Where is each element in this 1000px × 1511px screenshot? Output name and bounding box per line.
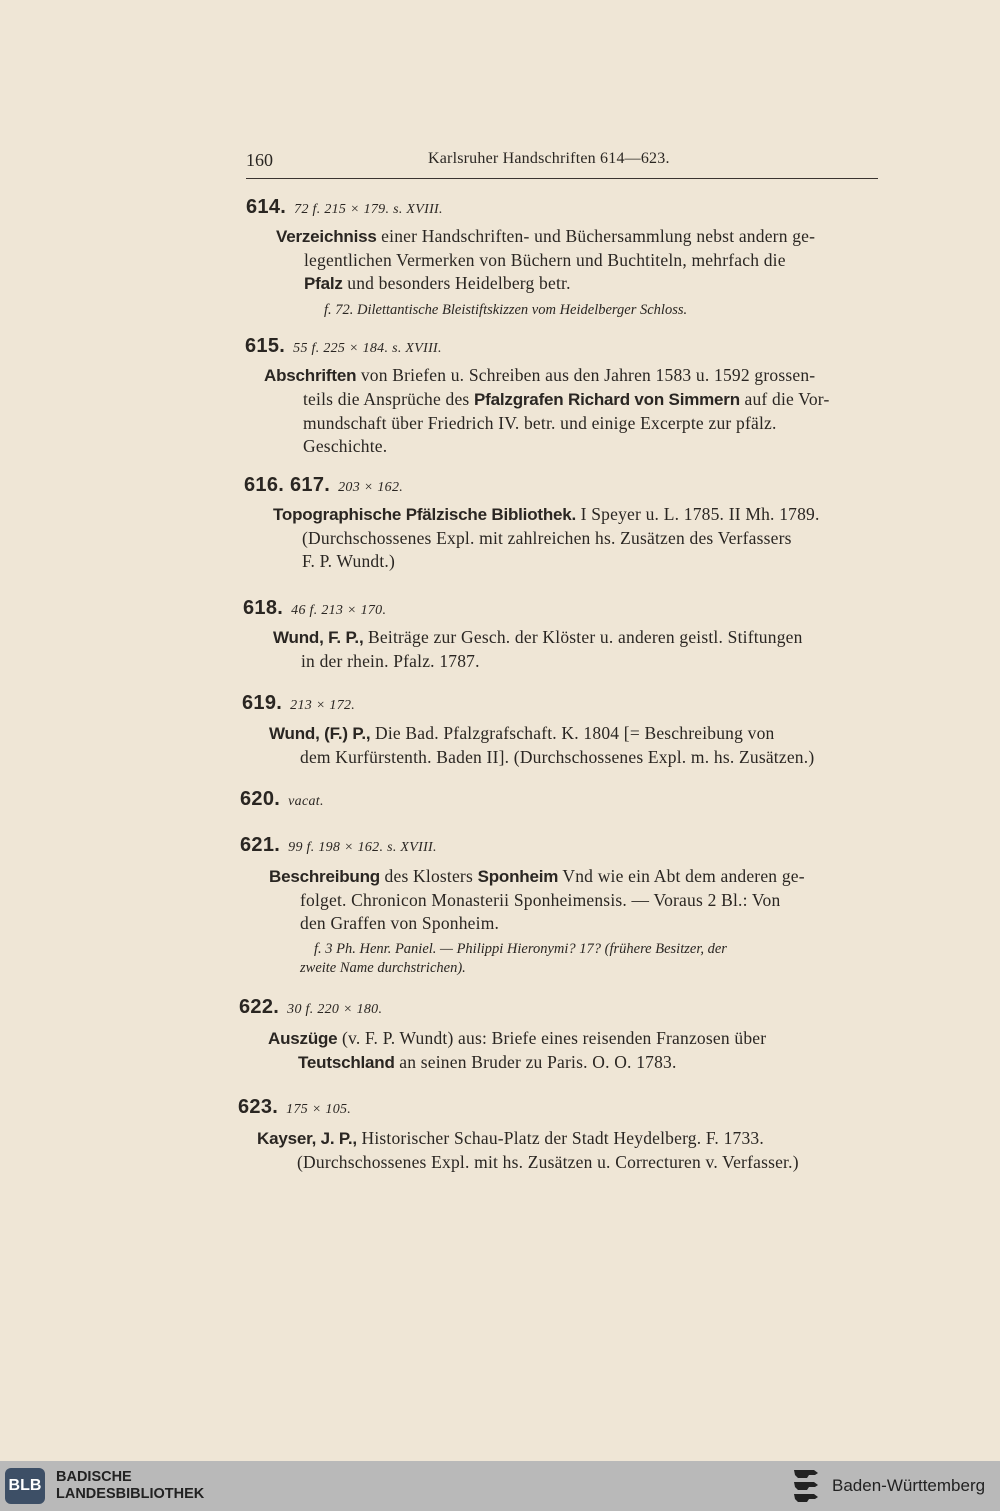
catalog-entry <box>243 597 386 620</box>
catalog-entry <box>244 474 403 497</box>
entry-number: 618. <box>243 597 284 619</box>
entry-meta: vacat. <box>288 794 324 809</box>
entry-line: folget. Chronicon Monasterii Sponheimensis. — Voraus 2 Bl.: Von <box>300 890 781 910</box>
entry-line: Auszüge (v. F. P. Wundt) aus: Briefe eines reisenden Franzosen über <box>268 1028 767 1048</box>
catalog-entry <box>240 788 324 811</box>
catalog-entry <box>239 996 382 1019</box>
entry-line: in der rhein. Pfalz. 1787. <box>301 651 480 671</box>
entry-note: f. 3 Ph. Henr. Paniel. — Philippi Hieronymi? 17? (frühere Besitzer, der <box>314 941 727 957</box>
entry-line: Teutschland an seinen Bruder zu Paris. O. O. 1783. <box>298 1052 677 1072</box>
entry-line: Geschichte. <box>303 436 388 456</box>
entry-meta: 99 f. 198 × 162. s. XVIII. <box>288 840 437 855</box>
three-lions-icon <box>790 1466 824 1506</box>
catalog-entry <box>246 196 443 219</box>
entry-line: teils die Ansprüche des Pfalzgrafen Richard von Simmern auf die Vor- <box>303 389 830 409</box>
entry-meta: 72 f. 215 × 179. s. XVIII. <box>294 202 443 217</box>
entry-number: 619. <box>242 692 283 714</box>
catalog-entry <box>245 335 442 358</box>
entry-number: 614. <box>246 196 287 218</box>
page-number: 160 <box>246 150 273 170</box>
entry-meta: 175 × 105. <box>286 1102 352 1117</box>
entry-line: mundschaft über Friedrich IV. betr. und einige Excerpte zur pfälz. <box>303 413 777 433</box>
entry-line: Kayser, J. P., Historischer Schau-Platz der Stadt Heydelberg. F. 1733. <box>257 1128 764 1148</box>
entry-note: f. 72. Dilettantische Bleistiftskizzen vom Heidelberger Schloss. <box>324 302 688 318</box>
page-header <box>246 150 878 179</box>
library-name[interactable]: BADISCHE LANDESBIBLIOTHEK <box>56 1469 205 1502</box>
entry-line: dem Kurfürstenth. Baden II]. (Durchschossenes Expl. m. hs. Zusätzen.) <box>300 747 815 767</box>
entry-number: 622. <box>239 996 280 1018</box>
entry-line: Abschriften von Briefen u. Schreiben aus den Jahren 1583 u. 1592 grossen- <box>264 365 816 385</box>
entry-line: Pfalz und besonders Heidelberg betr. <box>304 273 571 293</box>
entry-line: F. P. Wundt.) <box>302 551 396 571</box>
entry-line: Topographische Pfälzische Bibliothek. I Speyer u. L. 1785. II Mh. 1789. <box>273 504 820 524</box>
entry-line: legentlichen Vermerken von Büchern und Buchtiteln, mehrfach die <box>304 250 786 270</box>
entry-line: Wund, (F.) P., Die Bad. Pfalzgrafschaft. K. 1804 [= Beschreibung von <box>269 723 775 743</box>
entry-meta: 213 × 172. <box>290 698 356 713</box>
entry-meta: 30 f. 220 × 180. <box>287 1002 383 1017</box>
entry-line: (Durchschossenes Expl. mit zahlreichen hs. Zusätzen des Verfassers <box>302 528 792 548</box>
blb-logo[interactable]: BLB <box>5 1468 45 1504</box>
entry-meta: 55 f. 225 × 184. s. XVIII. <box>293 341 442 356</box>
entry-meta: 46 f. 213 × 170. <box>291 603 387 618</box>
partner-name[interactable]: Baden-Württemberg <box>832 1476 986 1495</box>
entry-note: zweite Name durchstrichen). <box>300 960 466 976</box>
catalog-entry <box>238 1096 351 1119</box>
entry-number: 615. <box>245 335 286 357</box>
entry-line: den Graffen von Sponheim. <box>300 913 500 933</box>
entry-line: (Durchschossenes Expl. mit hs. Zusätzen u. Correcturen v. Verfasser.) <box>297 1152 799 1172</box>
footer-bar <box>0 1461 1000 1511</box>
entry-number: 623. <box>238 1096 279 1118</box>
entry-line: Beschreibung des Klosters Sponheim Vnd wie ein Abt dem anderen ge- <box>269 866 805 886</box>
entry-line: Verzeichniss einer Handschriften- und Büchersammlung nebst andern ge- <box>276 226 816 246</box>
entry-meta: 203 × 162. <box>338 480 404 495</box>
catalog-entry <box>242 692 355 715</box>
running-title: Karlsruher Handschriften 614—623. <box>428 150 670 167</box>
entry-number: 620. <box>240 788 281 810</box>
catalog-entry <box>240 834 437 857</box>
entry-line: Wund, F. P., Beiträge zur Gesch. der Klöster u. anderen geistl. Stiftungen <box>273 627 803 647</box>
entry-number: 621. <box>240 834 281 856</box>
entry-number: 616. 617. <box>244 474 331 496</box>
